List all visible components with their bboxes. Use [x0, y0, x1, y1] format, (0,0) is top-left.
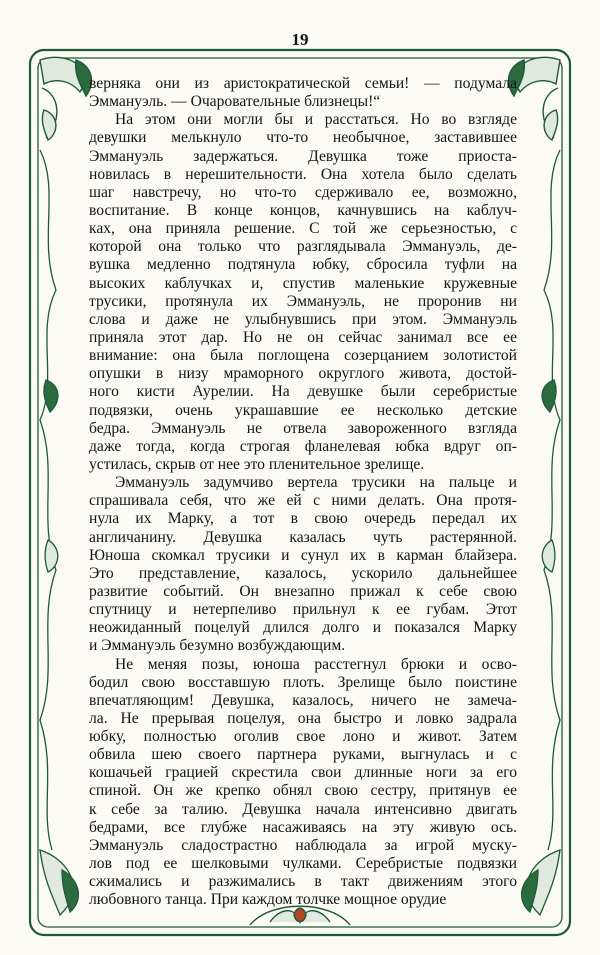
text-line: внимание: она была поглощена созерцанием золотистой	[89, 347, 517, 365]
text-line: ла. Не прерывая поцелуя, она быстро и ловко задрала	[89, 709, 517, 727]
text-line: ного кисти Аурелии. На девушке были серебристые	[89, 383, 517, 401]
text-line: нула их Марку, а тот в свою очередь передал их	[89, 510, 517, 528]
text-line: развитие событий. Он внезапно прижал к себе свою	[89, 582, 517, 600]
text-line: подвязки, очень украшавшие ее несколько детские	[89, 401, 517, 419]
text-line: Эммануэль задумчиво вертела трусики на пальце и	[115, 474, 517, 492]
page-number: 19	[291, 30, 309, 49]
text-line: к себе за талию. Девушка начала интенсивно двигать	[89, 800, 517, 818]
text-line: Это представление, казалось, ускорило дальнейшее	[89, 564, 517, 582]
text-line: верняка они из аристократической семьи! — подумала	[89, 75, 517, 92]
text-line: юбку, полностью оголив свое лоно и живот. Затем	[89, 728, 517, 746]
text-line: слова и даже не улыбнувшись при этом. Эммануэль	[89, 310, 517, 328]
paragraph	[89, 474, 517, 655]
text-line: Эммануэль. — Очаровательные близнецы!“	[89, 93, 381, 111]
text-line: На этом они могли бы и расстаться. Но во взгляде	[115, 111, 517, 129]
text-line: обвила шею своего партнера руками, выгнулась и с	[89, 746, 517, 764]
text-line: новилась в нерешительности. Она хотела было сделать	[89, 165, 517, 183]
text-line: бедра. Эммануэль не отвела завороженного взгляда	[89, 419, 517, 437]
paragraph	[89, 656, 517, 910]
text-line: впечатляющим! Девушка, казалось, ничего не замеча-	[89, 691, 517, 709]
text-line: спиной. Он же крепко обнял свою сестру, притянув ее	[89, 782, 517, 800]
text-line: сжимались и разжимались в такт движениям этого	[89, 873, 517, 891]
text-line: высоких каблучках и, спустив маленькие кружевные	[89, 274, 517, 292]
text-line: трусики, протянула их Эммануэль, не проронив ни	[89, 292, 517, 310]
paragraph	[89, 111, 517, 474]
text-line: даже тогда, когда строгая фланелевая юбка вдруг оп-	[89, 437, 517, 455]
text-line: бодил свою восставшую плоть. Зрелище было поистине	[89, 673, 517, 691]
text-line: Юноша скомкал трусики и сунул их в карман блайзера.	[89, 546, 517, 564]
text-line: Эммануэль сладострастно наблюдала за игрой муску-	[89, 836, 517, 854]
corner-ornament-top-left	[40, 57, 91, 140]
side-ornament-left	[40, 150, 78, 915]
text-line: опушки в низу мраморного округлого живота, достой-	[89, 365, 517, 383]
paragraph	[89, 75, 517, 111]
text-line: которой она только что разглядывала Эммануэль, де-	[89, 238, 517, 256]
text-line: воспитание. В конце концов, качнувшись на каблуч-	[89, 201, 517, 219]
text-line: ках, она приняла решение. С той же серьезностью, с	[89, 220, 517, 238]
text-line: лов под ее шелковыми чулками. Серебристые подвязки	[89, 855, 517, 873]
text-line: любовного танца. При каждом толчке мощное орудие	[89, 891, 447, 909]
text-line: вушка медленно подтянула юбку, сбросила туфли на	[89, 256, 517, 274]
side-ornament-right	[522, 150, 560, 915]
text-line: устилась, скрыв от нее это пленительное зрелище.	[89, 455, 425, 473]
text-line: и Эммануэль безумно возбуждающим.	[89, 637, 346, 655]
text-line: спутницу и нетерпеливо прильнул к ее губам. Этот	[89, 601, 517, 619]
text-line: приняла этот дар. Но не он сейчас занимал все ее	[89, 328, 517, 346]
text-line: кошачьей грацией скрестила свои длинные ноги за его	[89, 764, 517, 782]
body-text	[89, 75, 517, 909]
text-line: девушки мелькнуло что-то необычное, заставившее	[89, 129, 517, 147]
text-line: шаг навстречу, но что-то сдерживало ее, возможно,	[89, 183, 517, 201]
text-line: спрашивала себя, что же ей с ними делать. Она протя-	[89, 492, 517, 510]
text-line: Не меняя позы, юноша расстегнул брюки и осво-	[115, 655, 517, 673]
text-line: бедрами, все глубже насаживаясь на эту живую ось.	[89, 818, 517, 836]
text-line: неожиданный поцелуй длился долго и показался Марку	[89, 619, 517, 637]
text-line: Эммануэль задержаться. Девушка тоже приоста-	[89, 147, 517, 165]
text-line: англичанину. Девушка казалась чуть растерянной.	[89, 528, 517, 546]
